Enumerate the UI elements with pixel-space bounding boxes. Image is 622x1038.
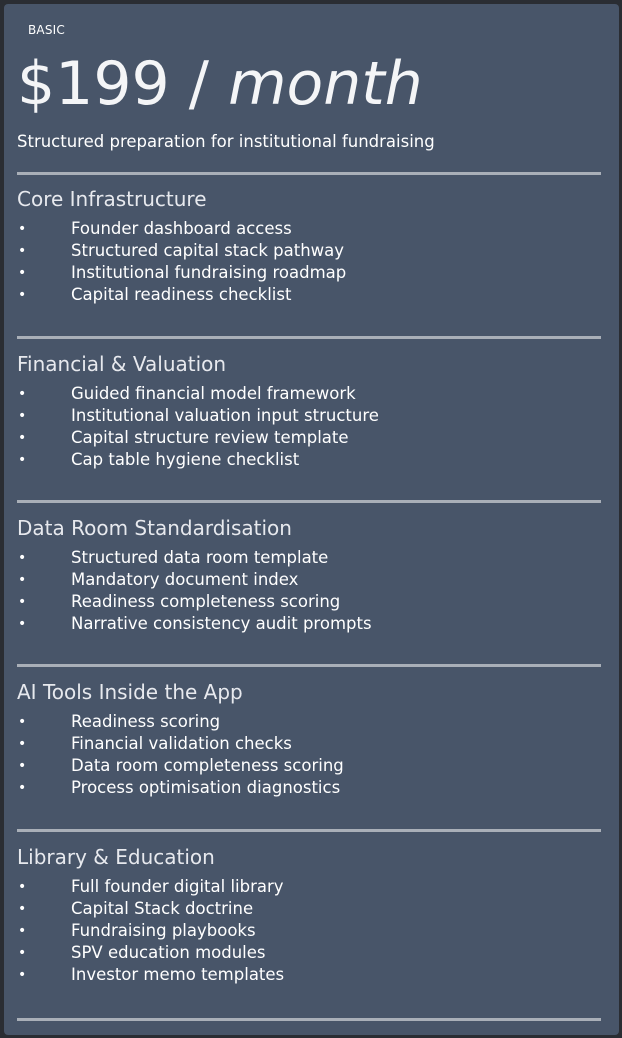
feature-item <box>17 777 607 799</box>
pricing-card <box>4 4 619 1035</box>
bullet-icon: • <box>18 287 27 303</box>
feature-item <box>17 569 607 591</box>
section-core-infrastructure <box>17 186 607 306</box>
feature-item <box>17 240 607 262</box>
bullet-icon: • <box>18 452 27 468</box>
feature-item <box>17 898 607 920</box>
feature-text: Capital structure review template <box>71 428 349 447</box>
feature-text: Process optimisation diagnostics <box>71 778 341 797</box>
bullet-icon: • <box>18 967 27 983</box>
bullet-icon: • <box>18 780 27 796</box>
section-title: Core Infrastructure <box>17 187 207 211</box>
feature-item <box>17 405 607 427</box>
feature-text: SPV education modules <box>71 943 266 962</box>
feature-item <box>17 262 607 284</box>
feature-item <box>17 547 607 569</box>
feature-item <box>17 942 607 964</box>
feature-list <box>17 711 607 799</box>
feature-text: Mandatory document index <box>71 570 299 589</box>
feature-item <box>17 733 607 755</box>
bullet-icon: • <box>18 430 27 446</box>
feature-item <box>17 755 607 777</box>
price-period: month <box>228 49 423 119</box>
divider <box>17 664 601 667</box>
bullet-icon: • <box>18 901 27 917</box>
bullet-icon: • <box>18 408 27 424</box>
feature-item <box>17 218 607 240</box>
feature-item <box>17 591 607 613</box>
bullet-icon: • <box>18 714 27 730</box>
feature-text: Structured data room template <box>71 548 329 567</box>
price-separator: / <box>188 49 209 119</box>
feature-item <box>17 920 607 942</box>
bullet-icon: • <box>18 594 27 610</box>
feature-text: Fundraising playbooks <box>71 921 256 940</box>
feature-text: Structured capital stack pathway <box>71 241 345 260</box>
feature-list <box>17 383 607 471</box>
feature-text: Narrative consistency audit prompts <box>71 614 372 633</box>
bullet-icon: • <box>18 923 27 939</box>
bullet-icon: • <box>18 945 27 961</box>
bullet-icon: • <box>18 572 27 588</box>
divider <box>17 172 601 175</box>
feature-text: Capital Stack doctrine <box>71 899 254 918</box>
feature-text: Readiness scoring <box>71 712 221 731</box>
feature-item <box>17 449 607 471</box>
bullet-icon: • <box>18 879 27 895</box>
bullet-icon: • <box>18 736 27 752</box>
bullet-icon: • <box>18 550 27 566</box>
bullet-icon: • <box>18 758 27 774</box>
bullet-icon: • <box>18 616 27 632</box>
feature-item <box>17 427 607 449</box>
section-title: Financial & Valuation <box>17 352 227 376</box>
feature-item <box>17 383 607 405</box>
feature-item <box>17 876 607 898</box>
section-ai-tools <box>17 679 607 799</box>
feature-text: Institutional fundraising roadmap <box>71 263 347 282</box>
feature-item <box>17 964 607 986</box>
feature-list <box>17 547 607 635</box>
feature-text: Readiness completeness scoring <box>71 592 341 611</box>
feature-text: Founder dashboard access <box>71 219 292 238</box>
feature-text: Full founder digital library <box>71 877 284 896</box>
feature-text: Institutional valuation input structure <box>71 406 379 425</box>
feature-text: Capital readiness checklist <box>71 285 292 304</box>
feature-item <box>17 284 607 306</box>
bullet-icon: • <box>18 221 27 237</box>
bullet-icon: • <box>18 265 27 281</box>
feature-list <box>17 876 607 986</box>
feature-text: Financial validation checks <box>71 734 292 753</box>
section-financial-valuation <box>17 351 607 471</box>
plan-tier-label: BASIC <box>28 23 65 37</box>
divider <box>17 500 601 503</box>
feature-item <box>17 711 607 733</box>
divider <box>17 1018 601 1021</box>
feature-text: Guided financial model framework <box>71 384 356 403</box>
feature-text: Data room completeness scoring <box>71 756 344 775</box>
bullet-icon: • <box>18 386 27 402</box>
divider <box>17 336 601 339</box>
price-amount: $199 <box>17 49 170 119</box>
divider <box>17 829 601 832</box>
section-data-room <box>17 515 607 635</box>
feature-list <box>17 218 607 306</box>
plan-description: Structured preparation for institutional fundraising <box>17 132 435 151</box>
section-library-education <box>17 844 607 986</box>
section-title: Data Room Standardisation <box>17 516 292 540</box>
bullet-icon: • <box>18 243 27 259</box>
section-title: AI Tools Inside the App <box>17 680 243 704</box>
feature-item <box>17 613 607 635</box>
feature-text: Cap table hygiene checklist <box>71 450 300 469</box>
feature-text: Investor memo templates <box>71 965 285 984</box>
section-title: Library & Education <box>17 845 215 869</box>
plan-price <box>17 44 423 124</box>
